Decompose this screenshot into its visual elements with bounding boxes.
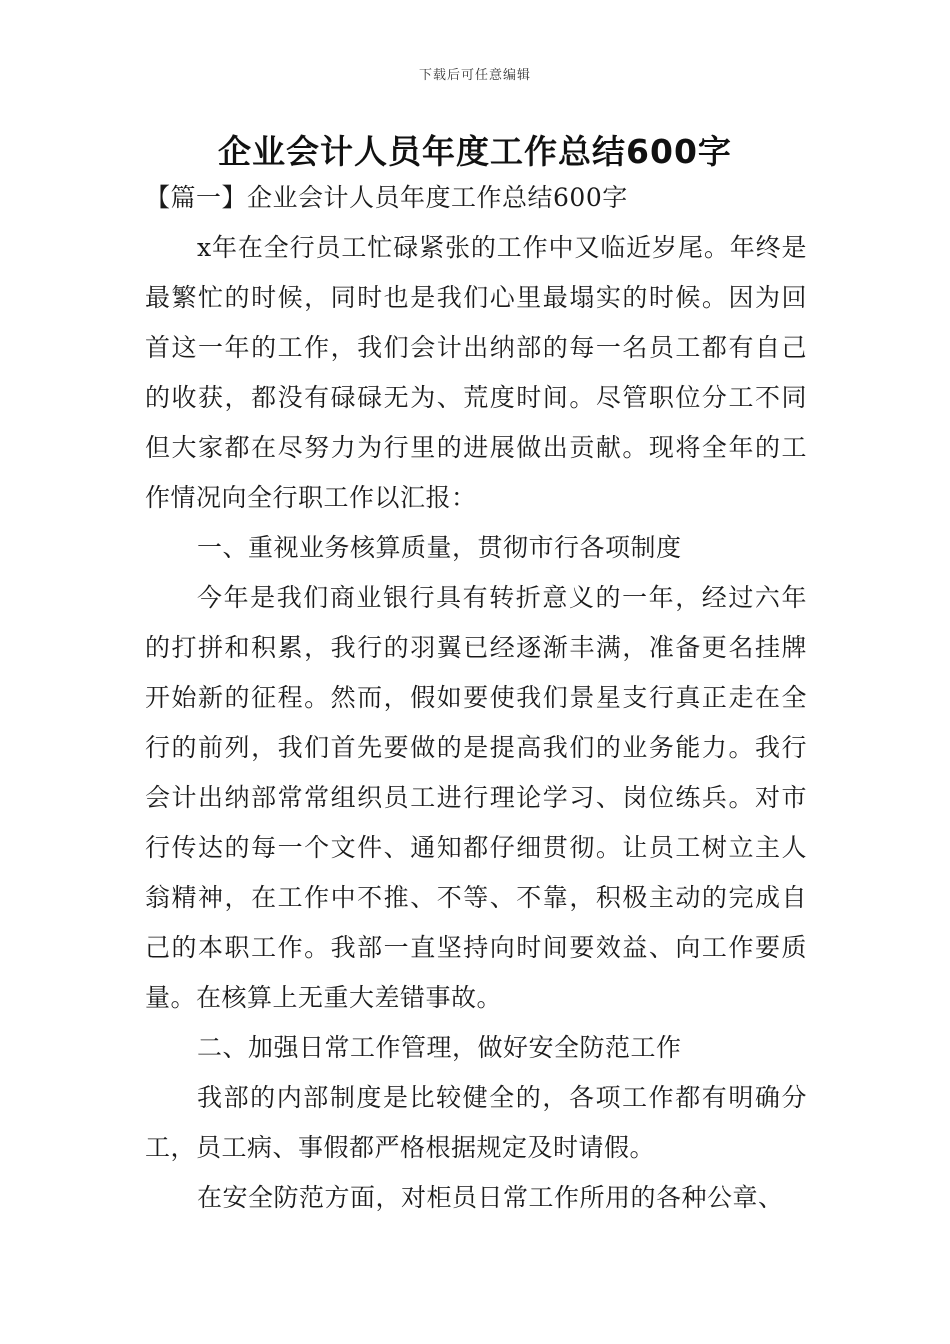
document-title: 企业会计人员年度工作总结600字 <box>218 132 732 171</box>
paragraph-internal-rules: 我部的内部制度是比较健全的，各项工作都有明确分工，员工病、事假都严格根据规定及时请假。 <box>145 1083 807 1162</box>
paragraph-intro: x年在全行员工忙碌紧张的工作中又临近岁尾。年终是最繁忙的时候，同时也是我们心里最塌实的时候。因为回首这一年的工作，我们会计出纳部的每一名员工都有自己的收获，都没有碌碌无为、荒度时间。尽管职位分工不同但大家都在尽努力为行里的进展做出贡献。现将全年的工作情况向全行职工作以汇报： <box>145 233 807 512</box>
page-header-note: 下载后可任意编辑 <box>418 68 531 83</box>
document-body <box>145 173 807 1223</box>
paragraph-safety: 在安全防范方面，对柜员日常工作所用的各种公章、 <box>197 1183 784 1212</box>
section-heading-one: 一、重视业务核算质量，贯彻市行各项制度 <box>197 533 682 562</box>
section-heading-two: 二、加强日常工作管理，做好安全防范工作 <box>197 1033 682 1062</box>
paragraph-accounting-quality: 今年是我们商业银行具有转折意义的一年，经过六年的打拼和积累，我行的羽翼已经逐渐丰满，准备更名挂牌开始新的征程。然而，假如要使我们景星支行真正走在全行的前列，我们首先要做的是提高我们的业务能力。我行会计出纳部常常组织员工进行理论学习、岗位练兵。对市行传达的每一个文件、通知都仔细贯彻。让员工树立主人翁精神，在工作中不推、不等、不靠，积极主动的完成自己的本职工作。我部一直坚持向时间要效益、向工作要质量。在核算上无重大差错事故。 <box>145 583 807 1012</box>
section-heading: 【篇一】企业会计人员年度工作总结600字 <box>145 183 628 212</box>
